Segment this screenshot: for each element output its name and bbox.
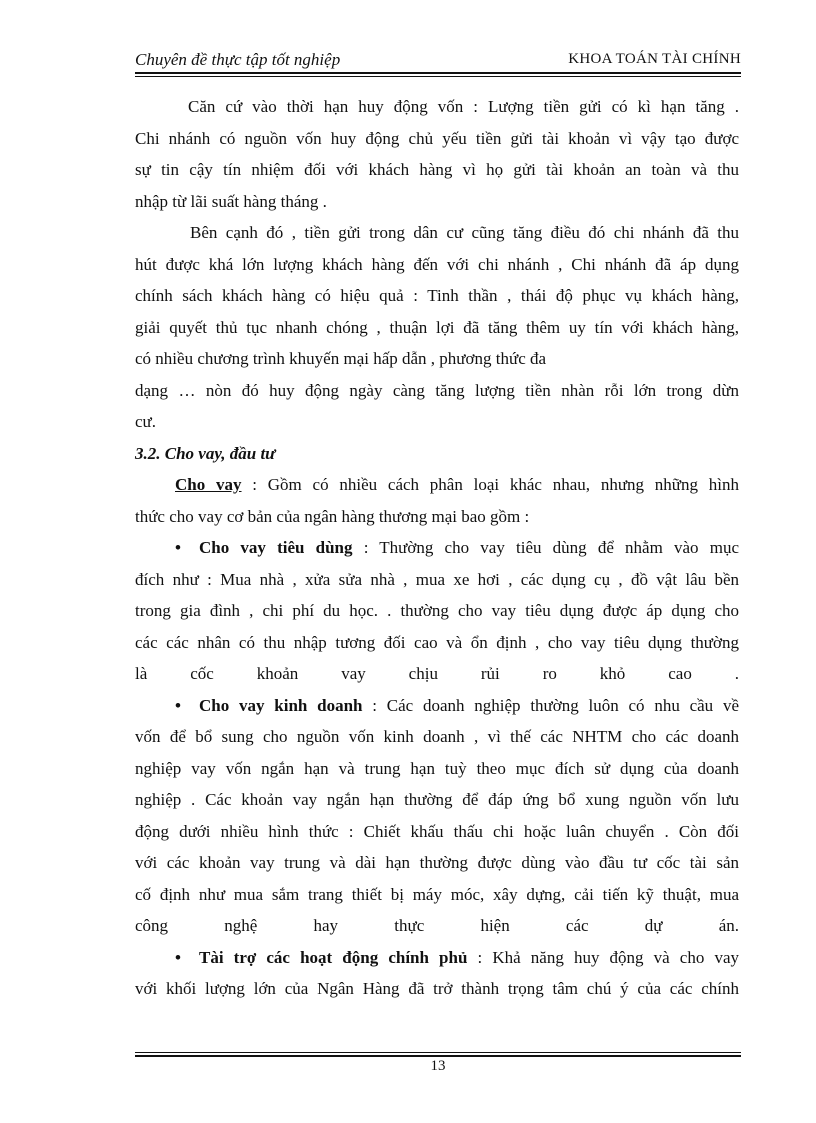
- paragraph-line: Chi nhánh có nguồn vốn huy động chủ yếu tiền gửi tài khoản vì vậy tạo được: [135, 128, 739, 148]
- paragraph-line: có nhiều chương trình khuyến mại hấp dẫn , phương thức đa: [135, 349, 547, 368]
- paragraph-line: Bên cạnh đó , tiền gửi trong dân cư cũng tăng điều đó chi nhánh đã thu: [190, 223, 739, 242]
- paragraph-line: thức cho vay cơ bản của ngân hàng thương mại bao gồm :: [135, 506, 530, 526]
- bullet-text: : Thường cho vay tiêu dùng để nhằm vào mục: [352, 538, 739, 557]
- paragraph-line: cố định như mua sắm trang thiết bị máy móc, xây dựng, cải tiến kỹ thuật, mua: [135, 884, 739, 904]
- bullet-label: Cho vay kinh doanh: [199, 695, 363, 715]
- paragraph-line: Căn cứ vào thời hạn huy động vốn : Lượng tiền gửi có kì hạn tăng .: [188, 97, 739, 116]
- paragraph-line: với khối lượng lớn của Ngân Hàng đã trở thành trọng tâm chú ý của các chính: [135, 979, 739, 998]
- section-heading: 3.2. Cho vay, đầu tư: [135, 443, 276, 463]
- paragraph-line: trong gia đình , chi phí du học. . thường cho vay tiêu dụng được áp dụng cho: [135, 601, 739, 620]
- paragraph-line: đích như : Mua nhà , xửa sửa nhà , mua xe hơi , các dụng cụ , đồ vật lâu bền: [135, 569, 739, 589]
- bullet-icon: •: [175, 695, 181, 715]
- header-rule-thick: [135, 72, 741, 74]
- footer-rule-thick: [135, 1055, 741, 1057]
- paragraph-line: là cốc khoản vay chịu rủi ro khỏ cao .: [135, 664, 739, 683]
- page-number: 13: [430, 1058, 446, 1074]
- paragraph-line: dạng … nòn đó huy động ngày càng tăng lượng tiền nhàn rỗi lớn trong dừn: [135, 380, 739, 400]
- header-right-title: KHOA TOÁN TÀI CHÍNH: [568, 51, 741, 67]
- paragraph-line: hút được khá lớn lượng khách hàng đến với chi nhánh , Chi nhánh đã áp dụng: [135, 254, 739, 274]
- bullet-label: Cho vay tiêu dùng: [199, 538, 353, 557]
- header-left-title: Chuyên đề thực tập tốt nghiệp: [135, 50, 341, 69]
- paragraph-line: [135, 469, 739, 501]
- bullet-item: [135, 690, 739, 722]
- paragraph-line: động dưới nhiều hình thức : Chiết khấu thấu chi hoặc luân chuyển . Còn đối: [135, 821, 739, 841]
- bullet-text: : Khả năng huy động và cho vay: [467, 947, 740, 967]
- paragraph-line: nghiệp vay vốn ngắn hạn và trung hạn tuỳ theo mục đích sử dụng của doanh: [135, 758, 739, 778]
- paragraph-line: nhập từ lãi suất hàng tháng .: [135, 191, 327, 211]
- header-rule-thin: [135, 76, 741, 77]
- paragraph-line: công nghệ hay thực hiện các dự án.: [135, 916, 739, 935]
- paragraph-line: cư.: [135, 412, 157, 431]
- paragraph-line: giải quyết thủ tục nhanh chóng , thuận lợi đã tăng thêm uy tín với khách hàng,: [135, 317, 739, 337]
- bullet-item: [135, 942, 739, 974]
- bullet-icon: •: [175, 538, 181, 557]
- cho-vay-text: : Gồm có nhiều cách phân loại khác nhau, nhưng những hình: [241, 475, 740, 494]
- page-header: [135, 48, 741, 72]
- bullet-icon: •: [175, 947, 181, 967]
- cho-vay-label: Cho vay: [175, 475, 242, 494]
- paragraph-line: chính sách khách hàng có hiệu quả : Tinh thần , thái độ phục vụ khách hàng,: [135, 286, 739, 305]
- paragraph-line: sự tin cậy tín nhiệm đối với khách hàng vì họ gửi tài khoản an toàn và thu: [135, 160, 739, 179]
- paragraph-line: vốn để bổ sung cho nguồn vốn kinh doanh , vì thế các NHTM cho các doanh: [135, 727, 739, 746]
- paragraph-line: nghiệp . Các khoản vay ngắn hạn thường để đáp ứng bổ xung nguồn vốn lưu: [135, 790, 739, 809]
- paragraph-line: các các nhân có thu nhập tương đối cao và ổn định , cho vay tiêu dụng thường: [135, 632, 739, 652]
- footer-rule-thin: [135, 1052, 741, 1053]
- bullet-item: [135, 532, 739, 564]
- paragraph-line: với các khoản vay trung và dài hạn thường được dùng vào đầu tư cốc tài sản: [135, 853, 739, 872]
- bullet-label: Tài trợ các hoạt động chính phủ: [199, 947, 468, 967]
- bullet-text: : Các doanh nghiệp thường luôn có nhu cầu về: [362, 695, 739, 715]
- page-body: [135, 91, 739, 1005]
